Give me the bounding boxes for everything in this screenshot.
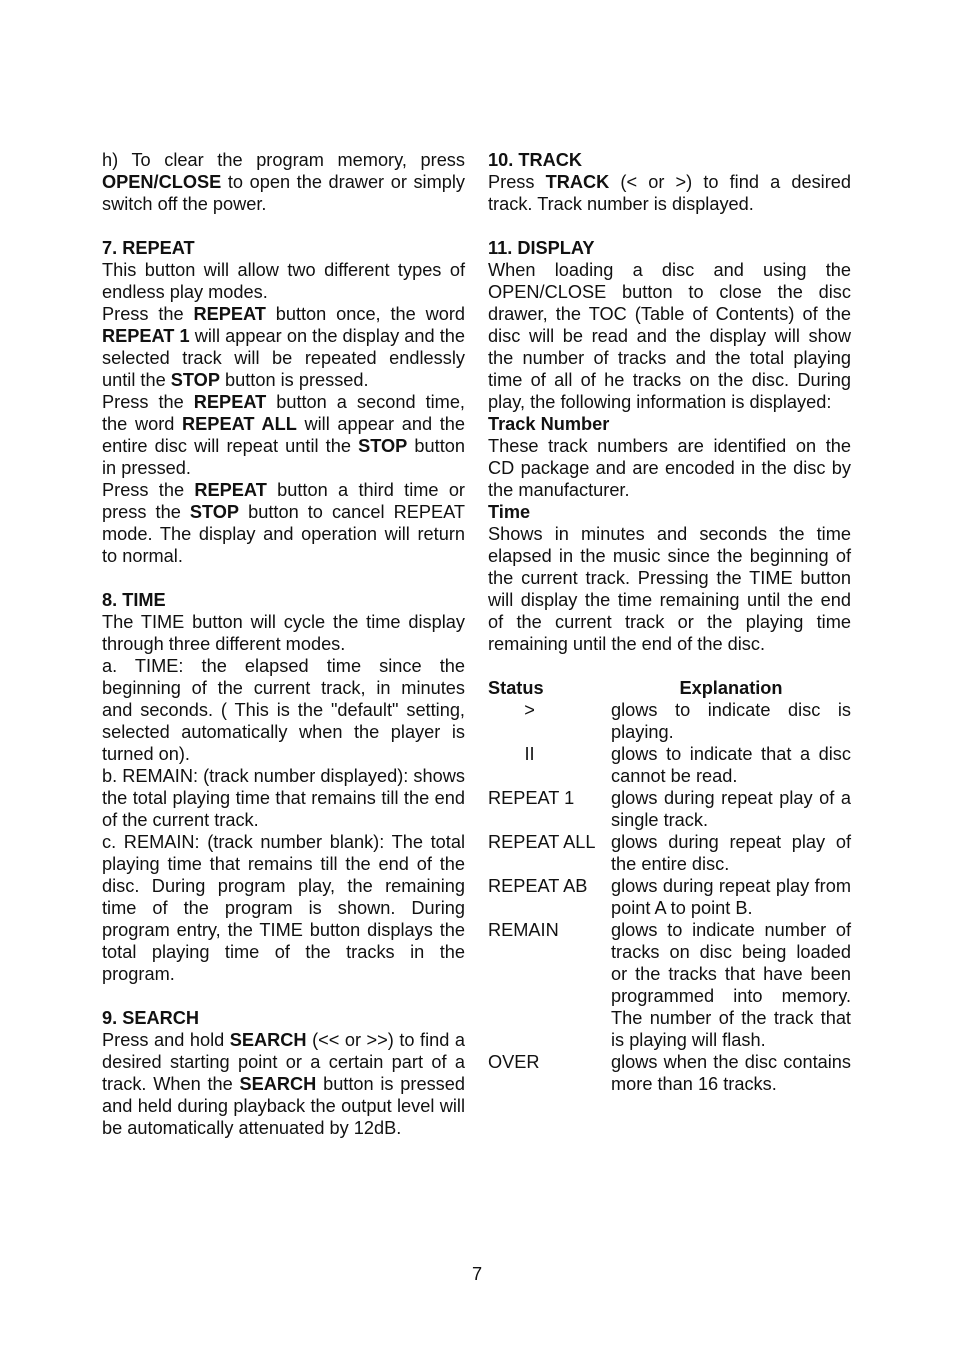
status-table xyxy=(488,677,851,1095)
status-indicator: OVER xyxy=(488,1052,540,1072)
repeat-intro: This button will allow two different types of endless play modes. xyxy=(102,260,465,302)
clear-program-paragraph: h) To clear the program memory, press OPEN/CLOSE to open the drawer or simply switch off the power. xyxy=(102,150,465,214)
status-explanation: glows to indicate number of tracks on disc being loaded or the tracks that have been programmed into memory. The number of the track that is playing will flash. xyxy=(611,920,851,1050)
time-mode-c: c. REMAIN: (track number blank): The total playing time that remains till the end of the disc. During program play, the remaining time of the program is shown. During program entry, the TIME button displays the total playing time of the tracks in the program. xyxy=(102,832,465,984)
right-column xyxy=(488,149,851,1095)
time-heading: 8. TIME xyxy=(102,590,166,610)
status-row xyxy=(488,699,851,743)
status-explanation: glows to indicate that a disc cannot be read. xyxy=(611,744,851,786)
search-heading: 9. SEARCH xyxy=(102,1008,200,1028)
status-table-header xyxy=(488,677,851,699)
status-indicator: REPEAT 1 xyxy=(488,788,575,808)
status-row xyxy=(488,743,851,787)
status-indicator: REPEAT ALL xyxy=(488,832,596,852)
status-column-header: Status xyxy=(488,678,544,698)
status-row xyxy=(488,1051,851,1095)
explanation-column-header: Explanation xyxy=(679,678,783,698)
repeat-heading: 7. REPEAT xyxy=(102,238,195,258)
status-row xyxy=(488,875,851,919)
status-explanation: glows during repeat play of the entire disc. xyxy=(611,832,851,874)
time-intro: The TIME button will cycle the time display through three different modes. xyxy=(102,612,465,654)
display-paragraph: When loading a disc and using the OPEN/CLOSE button to close the disc drawer, the TOC (Table of Contents) of the disc will be read and the display will show the number of tracks and the total playing time of all of he tracks on the disc. During play, the following information is displayed: xyxy=(488,260,851,412)
repeat-second-paragraph: Press the REPEAT button a second time, the word REPEAT ALL will appear and the entire disc will repeat until the STOP button in pressed. xyxy=(102,392,466,478)
repeat-once-paragraph: Press the REPEAT button once, the word REPEAT 1 will appear on the display and the selected track will be repeated endlessly until the STOP button is pressed. xyxy=(102,304,465,390)
time-mode-a: a. TIME: the elapsed time since the beginning of the current track, in minutes and seconds. ( This is the "default" setting, selected automatically when the player is turned on). xyxy=(102,656,465,764)
left-column xyxy=(102,149,465,1139)
status-indicator: REMAIN xyxy=(488,920,559,940)
track-paragraph: Press TRACK (< or >) to find a desired track. Track number is displayed. xyxy=(488,172,851,214)
repeat-third-paragraph: Press the REPEAT button a third time or press the STOP button to cancel REPEAT mode. The display and operation will return to normal. xyxy=(102,480,465,566)
track-number-subheading: Track Number xyxy=(488,414,610,434)
status-row xyxy=(488,919,851,1051)
status-explanation: glows when the disc contains more than 16 tracks. xyxy=(611,1052,851,1094)
time-mode-b: b. REMAIN: (track number displayed): shows the total playing time that remains till the end of the current track. xyxy=(102,766,465,830)
status-explanation: glows during repeat play of a single track. xyxy=(611,788,851,830)
display-heading: 11. DISPLAY xyxy=(488,238,595,258)
search-paragraph: Press and hold SEARCH (<< or >>) to find a desired starting point or a certain part of a track. When the SEARCH button is pressed and held during playback the output level will be automatically attenuated by 12dB. xyxy=(102,1030,465,1138)
page-number: 7 xyxy=(471,1264,483,1284)
status-indicator: > xyxy=(524,700,535,720)
status-row xyxy=(488,831,851,875)
time-paragraph: Shows in minutes and seconds the time elapsed in the music since the beginning of the current track. Pressing the TIME button will display the time remaining until the end of the current track or the playing time remaining until the end of the disc. xyxy=(488,524,851,654)
status-row xyxy=(488,787,851,831)
track-number-paragraph: These track numbers are identified on the CD package and are encoded in the disc by the manufacturer. xyxy=(488,436,851,500)
status-indicator: II xyxy=(524,744,535,764)
time-subheading: Time xyxy=(488,502,531,522)
track-heading: 10. TRACK xyxy=(488,150,582,170)
status-explanation: glows to indicate disc is playing. xyxy=(611,700,851,742)
status-indicator: REPEAT AB xyxy=(488,876,588,896)
status-explanation: glows during repeat play from point A to point B. xyxy=(611,876,851,918)
